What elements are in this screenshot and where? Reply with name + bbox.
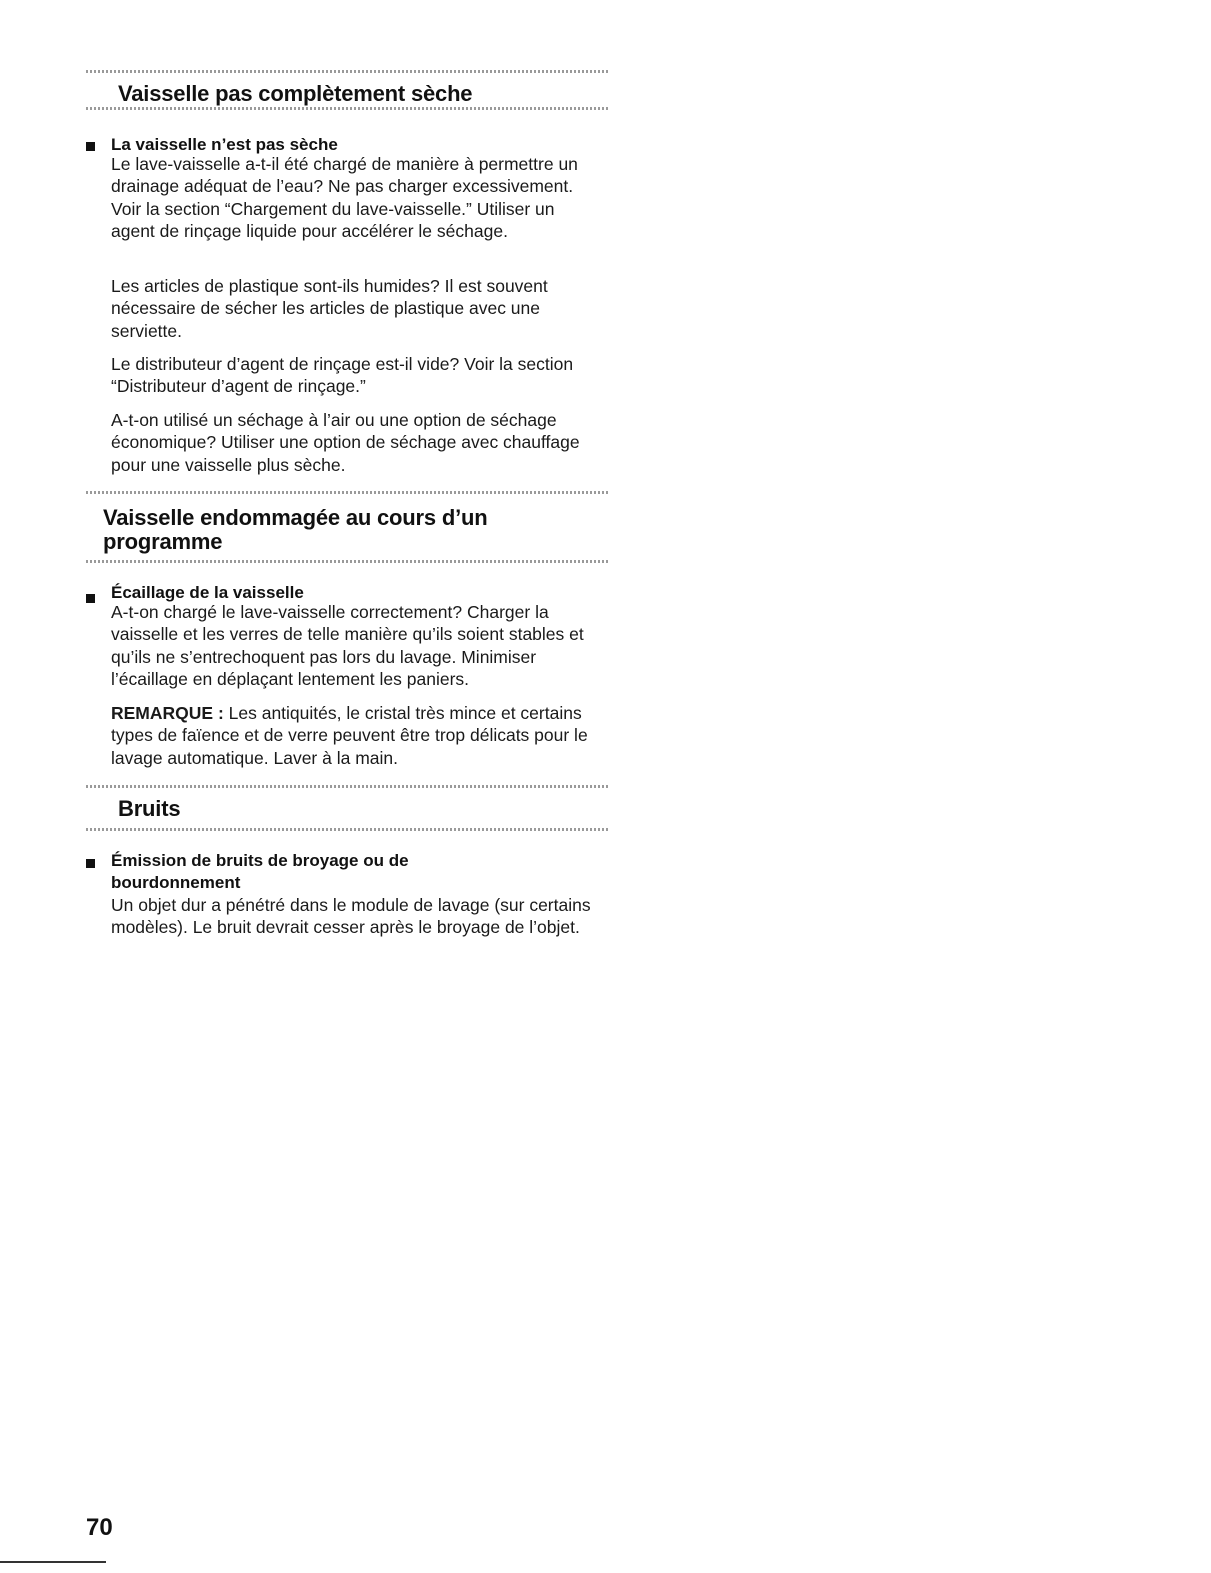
note-text: Les antiquités, le cristal très mince et certains types de faïence et de verre peuvent être trop délicats pour le lavage automatique. Laver à la main. [111,703,588,768]
section-heading-dry: Vaisselle pas complètement sèche [118,81,473,106]
paragraph: A-t-on utilisé un séchage à l’air ou une option de séchage économique? Utiliser une option de séchage avec chauffage pour une vaisselle plus sèche. [111,410,580,475]
section-heading-damaged: Vaisselle endommagée au cours d’un [103,505,488,530]
paragraph: Le distributeur d’agent de rinçage est-il vide? Voir la section “Distributeur d’agent de rinçage.” [111,354,574,397]
paragraph: A-t-on chargé le lave-vaisselle correctement? Charger la vaisselle et les verres de telle manière qu’ils soient stables et qu’ils ne s’entrechoquent pas lors du lavage. Minimiser l’écaillage en déplaçant lentement les paniers. [111,602,584,689]
item-title-cont: bourdonnement [111,873,241,892]
item-title: La vaisselle n’est pas sèche [111,135,338,154]
section-rule-top [86,70,610,73]
section-rule-top [86,785,610,788]
section-rule-bottom [86,107,610,110]
section-rule-bottom [86,560,610,563]
section-heading-damaged-cont: programme [103,529,223,554]
paragraph: Les articles de plastique sont-ils humides? Il est souvent nécessaire de sécher les articles de plastique avec une serviette. [111,276,548,341]
bullet-icon [86,594,95,603]
page-number: 70 [86,1514,113,1541]
section-rule-bottom [86,828,610,831]
bullet-icon [86,859,95,868]
note-label: REMARQUE : [111,703,224,723]
section-rule-top [86,491,610,494]
footer-rule [0,1561,106,1563]
paragraph: Un objet dur a pénétré dans le module de lavage (sur certains modèles). Le bruit devrait cesser après le broyage de l’objet. [111,895,591,938]
bullet-icon [86,142,95,151]
item-title: Écaillage de la vaisselle [111,583,304,602]
paragraph: Le lave-vaisselle a-t-il été chargé de manière à permettre un drainage adéquat de l’eau? Ne pas charger excessivement. Voir la section “Chargement du lave-vaisselle.” Utiliser un agent de rinçage liquide pour accélérer le séchage. [111,154,578,241]
section-heading-noise: Bruits [118,796,181,821]
note-paragraph [111,702,601,769]
item-title: Émission de bruits de broyage ou de [111,851,409,870]
